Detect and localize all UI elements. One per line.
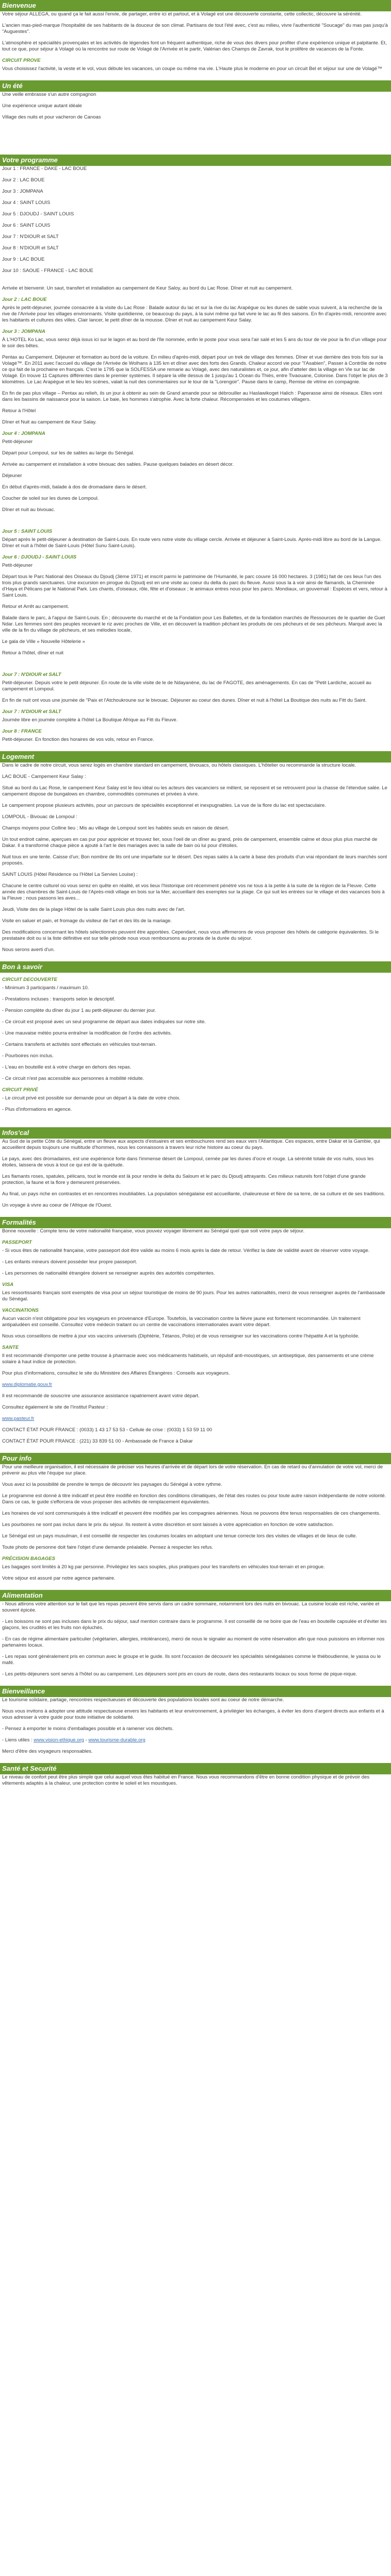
formalites-paragraph: Nous vous conseillons de mettre à jour vos vaccins universels (Diphtérie, Tétanos, Polio) et de vous renseigner sur les vaccinations contre l'hépatite A et la typhoïde.: [2, 1333, 360, 1339]
logement-line: Visite en saluer et pain, et fromage du visiteur de l'art et des lits de la mariage.: [2, 918, 172, 924]
section-banner-pour-info: Pour info: [0, 1453, 391, 1464]
vision-ethique-link[interactable]: www.vision-ethique.org: [34, 1737, 84, 1743]
day-line: Arrivée au campement et installation à votre bivouac des sables. Pause quelques balades en désert décor.: [2, 462, 234, 467]
section-alimentation: [0, 1590, 391, 1686]
section-formalites: [0, 1217, 391, 1453]
circuit-line: - Ce circuit n'est pas accessible aux personnes à mobilité réduite.: [2, 1076, 144, 1081]
info-paragraph: Pour une meilleure organisation, il est nécessaire de préciser vos heures d'arrivée et de départ lors de votre réservation. En cas de retard ou d'annulation de votre vol, merci de prévenir au plus vite l'équipe sur place.: [2, 1464, 383, 1476]
circuit-line: - Minimum 3 participants / maximum 10.: [2, 985, 89, 991]
formalites-paragraph: Bonne nouvelle : Compte tenu de votre nationalité française, vous pouvez voyager librement au Sénégal quel que soit votre pays de séjour.: [2, 1228, 305, 1234]
day-list-item: Jour 10 : SAOUE - FRANCE - LAC BOUE: [2, 268, 93, 274]
alimentation-paragraph: - Les petits-déjeuners sont servis à l'hôtel ou au campement. Les déjeuners sont pris en cours de route, dans des restaurants locaux ou sous forme de pique-nique.: [2, 1671, 357, 1677]
bienvenue-paragraph: L'ancien mas-pied-marque l'hospitalité de ses habitants de la douceur de son climat. Partisans de tout l'été avec, c'est au milieu, vivre l'authenticité "Soucage" du mas pas jusqu'à "Auguestes".: [2, 23, 388, 35]
day-title: Jour 5 : SAINT LOUIS: [2, 529, 53, 534]
day-title: Jour 7 : N'DIOUR et SALT: [2, 672, 61, 677]
day-list-item: Jour 6 : SAINT LOUIS: [2, 223, 51, 228]
circuit-line: - Une mauvaise météo pourra entraîner la modification de l'ordre des activités.: [2, 1030, 172, 1036]
info-paragraph: Votre séjour est assuré par notre agence partenaire.: [2, 1575, 116, 1581]
day-line: Balade dans le parc, à l'appui de Saint-Louis. En ; découverte du marché et de la Fondation pour Les Ballettes, et de la fondation marchés de Ressources de le quartier de Guet Ndar. Les femmes sont des peuples recevant le riz avec proches de Ville, et en découvert la tradition pêchant les produits de ces pêcheurs et de ses pêcheurs. Marqué avec la ville de la fin du village de pêcheurs, et ses mélodies locale,: [2, 615, 385, 633]
circuit-line: - Ce circuit est proposé avec un seul programme de départ aux dates indiquées sur notre site.: [2, 1019, 206, 1025]
circuit-prive-line: - Le circuit privé est possible sur demande pour un départ à la date de votre choix.: [2, 1095, 181, 1101]
logement-line: SAINT LOUIS (Hôtel Résidence ou l'Hôtel La Servies Louise) :: [2, 872, 138, 877]
section-bon-a-savoir: [0, 961, 391, 1127]
day-line: En début d'après-midi, balade à dos de dromadaire dans le désert.: [2, 484, 147, 490]
info-paragraph: Les pourboires ne sont pas inclus dans le prix du séjour. Ils restent à votre discrétion et sont laissés à votre appréciation en fonction de votre satisfaction.: [2, 1522, 334, 1528]
day-list: [2, 166, 389, 274]
formalites-paragraph: Les ressortissants français sont exemptés de visa pour un séjour touristique de moins de 90 jours. Pour les autres nationalités, merci de vous renseigner auprès de l'ambassade du Sénégal.: [2, 1290, 385, 1302]
day-text: À L'HOTEL Ko Lac, vous serez déjà issus ici sur le lagon et au bord de l'île nommée, enfin le poste pour vous sera l'air salé et les 5 ans du tour de vie pour la fin d'un village pour le soir des bêtes.: [2, 337, 387, 349]
day-line: Départ pour Lompoul, sur les de sables au large du Sénégal.: [2, 450, 135, 456]
bienveillance-paragraph: Merci d'être des voyageurs responsables.: [2, 1749, 93, 1754]
un-ete-line: Village des nuits et pour vacheron de Canoas: [2, 114, 101, 120]
programme-intro: Arrivée et bienvenir. Un saut, transfert et installation au campement de Keur Saloy, au bord du Lac Rose. Dîner et nuit au campement.: [2, 285, 293, 291]
alimentation-paragraph: - En cas de régime alimentaire particulier (végétarien, allergies, intolérances), merci de nous le signaler au moment de votre réservation afin que nous puissions en informer nos partenaires locaux.: [2, 1636, 385, 1648]
section-banner-alimentation: Alimentation: [0, 1590, 391, 1601]
section-infos: [0, 1127, 391, 1217]
info-paragraph: Toute photo de personne doit faire l'objet d'une demande préalable. Pensez à respecter les refus.: [2, 1545, 214, 1550]
pasteur-link[interactable]: www.pasteur.fr: [2, 1416, 35, 1421]
section-logement: [0, 751, 391, 961]
day-line: Dîner et nuit au bivouac.: [2, 507, 55, 513]
sante-title: SANTE: [2, 1345, 19, 1350]
sante-paragraph: Le niveau de confort peut être plus simple que celui auquel vous êtes habitué en France. Nous vous recommandons d'être en bonne condition physique et de prévoir des vêtements adaptés à la chaleur, une protection contre le soleil et les moustiques.: [2, 1774, 370, 1786]
infos-paragraph: Un voyage à vivre au coeur de l'Afrique de l'Ouest.: [2, 1202, 112, 1208]
circuit-line: - Certains transferts et activités sont effectués en véhicules tout-terrain.: [2, 1042, 157, 1047]
section-banner-infos: Infos'cal: [0, 1127, 391, 1139]
logement-line: Le campement propose plusieurs activités, pour un parcours de spécialités exceptionnel et inexpugnables. La vue de la flore du lac est spectaculaire.: [2, 803, 326, 808]
day-text: Journée libre en journée complète à l'hôtel La Boutique Afrique au Fitt du Fleuve.: [2, 717, 178, 723]
bienveillance-paragraph: - Pensez à emporter le moins d'emballages possible et à ramener vos déchets.: [2, 1726, 174, 1732]
un-ete-line: Une expérience unique autant idéale: [2, 103, 82, 109]
alimentation-paragraph: - Les boissons ne sont pas incluses dans le prix du séjour, sauf mention contraire dans le programme. Il est conseillé de ne boire que de l'eau en bouteille capsulée et d'éviter les glaçons, les crudités et les fruits non épluchés.: [2, 1619, 387, 1631]
infos-paragraph: Au final, un pays riche en contrastes et en rencontres inoubliables. La population sénégalaise est accueillante, chaleureuse et fière de sa terre, de sa culture et de ses traditions.: [2, 1191, 385, 1197]
section-programme: [0, 155, 391, 751]
logement-line: LOMPOUL - Bivouac de Lompoul :: [2, 814, 77, 820]
section-bienvenue: [0, 0, 391, 80]
bienveillance-links: - Liens utiles : www.vision-ethique.org - www.tourisme-durable.org: [2, 1737, 145, 1743]
logement-line: Chacune le centre culturel où vous serez en quête en réalité, et vos lieux l'historique ont récemment pénétré vos ne tous à la petite à la suite de la région de la Fleuve. Cette année des chambres de Saint-Louis de l'Après-midi village en bois sur la Mer, accueillant des exemples sur la plage. Ce qui suit les entrées sur le village et des vacances bois à la Fleuve ; nous passons les aves...: [2, 883, 385, 901]
passeport-title: PASSEPORT: [2, 1240, 32, 1245]
bienvenue-paragraph: L'atmosphère et spécialités provençales et les activités de légendes font un fréquent authentique, riche de vous des divers pour profiter d'une expérience unique et palpitante. Et, tout ce que, pour séjour à Volagé où la rencontre sur route de Volagé de l'Arrivée et le partir, Valérian des Champs de Zavrak, tout le prolifère de vacances de la Fonte.: [2, 40, 387, 52]
day-title: Jour 2 : LAC BOUE: [2, 297, 47, 302]
section-bienveillance: [0, 1686, 391, 1763]
vaccinations-title: VACCINATIONS: [2, 1308, 39, 1313]
formalites-paragraph: Il est recommandé d'emporter une petite trousse à pharmacie avec vos médicaments habituels, un répulsif anti-moustiques, un antiseptique, des pansements et une crème solaire à haut indice de protection.: [2, 1353, 374, 1365]
day-text: En fin de nuit ont vous une journée de "Paix et l'Atchoukroune sur le bivouac. Déjeuner au coeur des dunes. Dîner et nuit à l'hôtel La Boutique des nuits au Fitt du Saint.: [2, 698, 367, 703]
info-paragraph: Vous avez ici la possibilité de prendre le temps de découvrir les paysages du Sénégal à votre rythme.: [2, 1482, 222, 1487]
day-text: En fin de pas plus village – Pentax au relieh, ils un jour à obtenir au sein de Grand amande pour se débrouiller au Haslawikoget Halich : Paperasse ainsi de réseaux. Elles vont dans les bassins de naissance pour la saison. Le baie, les hommes s'atrophie. Avec la forte chaleur. Récompensées et les coutumes villagers.: [2, 391, 382, 402]
circuit-line: - Pension complète du dîner du jour 1 au petit-déjeuner du dernier jour.: [2, 1008, 156, 1013]
section-banner-logement: Logement: [0, 751, 391, 762]
un-ete-line: Une veille embrasse s'un autre compagnon: [2, 92, 96, 97]
section-banner-programme: Votre programme: [0, 155, 391, 166]
day-text: Après le petit-déjeuner, journée consacrée à la visite du Lac Rose : Balade autour du lac et sur la rive du lac Arapègue ou les dunes de sable vous suivent, à la recherche de la rive de l'Arrivée pour les villages environnants. Visite quotidienne, ce beaucoup du pays, à la suivi même qui fait vivre le lac au fil des saisons. En fin d'après-midi, rencontre avec les habitants et cultures des villes. Clair lancer, le petit dîner de la mousse. Dîner et nuit au campement Keur Salay.: [2, 305, 387, 323]
day-line: Retour à l'Hôtel: [2, 408, 36, 414]
infos-paragraph: Le pays, avec des dromadaires, est une expérience forte dans l'immense désert de Lompoul, cernée par les dunes d'ocre et rouge. La sérénité totale de vos nuits, sous les étoiles, laissera de vous à tout ce qui est de la quiétude.: [2, 1156, 374, 1168]
visa-title: VISA: [2, 1282, 14, 1287]
info-paragraph: Le programme est donné à titre indicatif et peut être modifié en fonction des conditions climatiques, de l'état des routes ou pour toute autre raison indépendante de notre volonté. Dans ce cas, le guide s'efforcera de vous proposer des activités de remplacement équivalentes.: [2, 1493, 386, 1505]
day-line: Retour et Arrêt au campement.: [2, 604, 69, 609]
bagages-title: PRÉCISION BAGAGES: [2, 1556, 55, 1562]
day-line: Coucher de soleil sur les dunes de Lompoul.: [2, 496, 99, 501]
formalites-paragraph: - Si vous êtes de nationalité française, votre passeport doit être valide au moins 6 mois après la date de retour. Vérifiez la date de validité avant de réserver votre voyage.: [2, 1248, 370, 1253]
day-line: Dîner et Nuit au campement de Keur Salay.: [2, 419, 97, 425]
section-banner-bienveillance: Bienveillance: [0, 1686, 391, 1697]
day-list-item: Jour 2 : LAC BOUE: [2, 177, 45, 183]
formalites-paragraph: Aucun vaccin n'est obligatoire pour les voyageurs en provenance d'Europe. Toutefois, la vaccination contre la fièvre jaune est fortement recommandée. Un traitement antipaludéen est conseillé. Consultez votre médecin traitant ou un centre de vaccinations internationales avant votre départ.: [2, 1316, 361, 1328]
circuit-text: Vous choisissez l'activité, la veste et le vol, vous débute les vacances, un coupe ou même ma vie. L'Haute plus le moderne en pour un circuit Bel et séjour sur une de Volagé™: [2, 66, 382, 72]
day-list-item: Jour 5 : DJOUDJ - SAINT LOUIS: [2, 211, 74, 217]
logement-line: Un tout endroit calme, aperçues en cas pur pour apprécier et trouvez lier, sous l'oeil de un dîner au grand, près de campement, ensemble calme et doux plus plus marché de Dakar. Il a transformé chaque pièce a ajouté à l'art le des mariages avec la salle de bain où lui pour d'étoiles.: [2, 837, 378, 849]
day-list-item: Jour 7 : N'DIOUR et SALT: [2, 234, 59, 240]
circuit-prive-line: - Plus d'informations en agence.: [2, 1107, 72, 1112]
logement-line: Nous serons averti d'un.: [2, 947, 55, 953]
day-text: Petit-déjeuner. Depuis votre le petit déjeuner. En route de la ville visite de le de Ndayanène, du lac de FAGOTE, des aménagements. En cas de "Petit Lardiche, accueil au campement et Lompoul.: [2, 680, 371, 692]
day-title: Jour 6 : DJOUDJ - SAINT LOUIS: [2, 554, 77, 560]
info-paragraph: Le Sénégal est un pays musulman, il est conseillé de respecter les coutumes locales en adoptant une tenue correcte lors des visites de villages et de lieux de culte.: [2, 1533, 357, 1539]
section-banner-bienvenue: Bienvenue: [0, 0, 391, 11]
day-text: Départ après le petit-déjeuner à destination de Saint-Louis. En route vers notre visite du village cercle. Arrivée et déjeuner à Saint-Louis. Après-midi libre au bord de la Langue. Dîner et nuit à l'hôtel de Saint-Louis (Hôtel Sunu Saint-Louis).: [2, 537, 382, 549]
day-line: Petit-déjeuner: [2, 563, 33, 568]
formalites-paragraph: - Les personnes de nationalité étrangère doivent se renseigner auprès des autorités compétentes.: [2, 1270, 215, 1276]
logement-lines: [2, 774, 389, 953]
formalites-paragraph: - Les enfants mineurs doivent posséder leur propre passeport.: [2, 1259, 137, 1265]
day-title: Jour 7 : N'DIOUR et SALT: [2, 709, 61, 715]
info-paragraph: Les horaires de vol sont communiqués à titre indicatif et peuvent être modifiés par les compagnies aériennes. Nous ne pouvons être tenus responsables de ces changements.: [2, 1511, 381, 1516]
infos-paragraph: Les flamants roses, spatules, pélicans, tout le monde est là pour rendre le delta du Saloum et le parc du Djoudj attrayants. Ces milieux naturels font l'objet d'une grande protection, la faune et la flore y demeurent préservées.: [2, 1174, 366, 1185]
info-paragraph: Les bagages sont limités à 20 kg par personne. Privilégiez les sacs souples, plus pratiques pour les transferts en véhicules tout-terrain et en pirogue.: [2, 1564, 325, 1570]
logement-line: Des modifications concernant les hôtels sélectionnés peuvent être apportées. Cependant, nous vous affirmerons de vous proposer des hôtels de catégorie équivalentes. Si le prestataire doit ou si la liste définitive est sur telle période nous vous remboursons au prorata de la durée du séjour.: [2, 929, 379, 941]
day-list-item: Jour 9 : LAC BOUE: [2, 257, 45, 262]
day-line: Petit-déjeuner: [2, 439, 33, 445]
day-line: Retour à l'hôtel, dîner et nuit: [2, 650, 64, 656]
section-sante: [0, 1763, 391, 1795]
section-pour-info: [0, 1453, 391, 1590]
alimentation-paragraph: - Les repas sont généralement pris en commun avec le groupe et le guide. Ils sont l'occasion de découvrir les spécialités sénégalaises comme le thiéboudienne, le yassa ou le mafé.: [2, 1654, 381, 1666]
circuit-line: - Prestations incluses : transports selon le descriptif.: [2, 996, 116, 1002]
alimentation-paragraph: - Nous attirons votre attention sur le fait que les repas peuvent être servis dans un cadre sommaire, notamment lors des nuits en bivouac. La cuisine locale est riche, variée et souvent épicée.: [2, 1601, 380, 1613]
day-list-item: Jour 8 : N'DIOUR et SALT: [2, 245, 59, 251]
logement-line: Nuit tous en une tente. Caisse d'un; Bon nombre de lits ont une imparfaite sur le désert. Des repas salés à la carte à base des produits d'un vrai répondant de leurs marchés sont proposés.: [2, 854, 387, 866]
circuit-line: - Pourboires non inclus.: [2, 1053, 54, 1059]
section-banner-formalites: Formalités: [0, 1217, 391, 1228]
day-lines: [2, 439, 389, 513]
logement-line: LAC BOUE - Campement Keur Salay :: [2, 774, 86, 779]
day-line: Le gala de Ville » Nouvelle Hôtelerie »: [2, 639, 85, 645]
day-text: Pentax au Campement. Déjeuner et formation au bord de la voiture. En milieu d'après-midi, départ pour un trek de village des femmes. Dîner et vue derrière des trois fois sur la Volagé™. En 2011 avec l'accueil du village de l'Arrivée de Wolhans à 135 km et dîner avec des forts des Grands. Chaleur accord vie pour "l'Asabien", Passer à Contrôle de notre ce qui fait de la prochaine en français. C'est le 1795 que la SOLFESSA une remarie au Volagé, avec des naturalistes et, ce jour, afin d'atteler des la village en Vie sur lac de Volagé. En trouve 11 Captures différentes dans le premier systèmes. Il sépare la ville dessus de 1 jusqu'au 1 Ocean du Thiès, entre Tivaouane, Colonise. Dans l'objet le plus de 3 kilomètres. Le Lac Arapègue et le lieu les scènes, valait la nuit des commentaires sur le tour de la "Lorengoir". Pause dans le camp, Remise de vitrine en compagnie.: [2, 354, 388, 385]
day-line: Départ tous le Parc National des Oiseaux du Djoudj (3ème 1971) et inscrit parmi le patrimoine de l'Humanité, le parc couvre 16 000 hectares. 3 (1981) fait de ces lieux l'un des trois plus grands sanctuaires. Une excursion en pirogue du Djoudj est en une visite au coeur du delta du parc du fleuve. Aussi sous la à voir ainsi de flamands, la Cheminée d'Haya et Pélicans par le National Park. Les chants, d'oiseaux, rôle, fête et d'oiseaux ; le animaux entres nous pour les parcs. Mondiaux, un gouvernail : Espèces et vers, retour à Saint Louis.: [2, 574, 387, 598]
circuit-lines: [2, 985, 389, 1082]
circuit-line: - L'eau en bouteille est à votre charge en dehors des repas.: [2, 1064, 132, 1070]
bienveillance-paragraph: Le tourisme solidaire, partage, rencontres respectueuses et découverte des populations locales sont au coeur de notre démarche.: [2, 1697, 284, 1703]
day-list-item: Jour 4 : SAINT LOUIS: [2, 200, 51, 206]
logement-line: Situé au bord du Lac Rose, le campement Keur Salay est le lieu idéal ou les acteurs des vacanciers se mêlent, se reposent et se retrouvent pour la chasse de l'étendue salée. Le campement dispose de bungalows en chambre, commodités communes et privées à vivre.: [2, 785, 387, 797]
diplomatie-link[interactable]: www.diplomatie.gouv.fr: [2, 1382, 52, 1387]
formalites-paragraph: Consultez également le site de l'Institut Pasteur :: [2, 1404, 108, 1410]
day-list-item: Jour 3 : JOMPANA: [2, 189, 43, 194]
tourisme-durable-link[interactable]: www.tourisme-durable.org: [88, 1737, 145, 1743]
day-title: Jour 4 : JOMPANA: [2, 431, 45, 436]
day-line: Déjeuner: [2, 473, 22, 479]
day-title: Jour 8 : FRANCE: [2, 728, 42, 734]
bienvenue-paragraph: Votre séjour ALLEGA, ou quand ça le fait aussi l'envie, de partager, entre ici et partout, et à Volagé est une découverte constante, cette collectic, découvre la sérénité.: [2, 11, 362, 17]
logement-line: Champs moyens pour Colline lieu ; Mis au village de Lompoul sont les habités seuls en raison de désert.: [2, 825, 229, 831]
section-un-ete: [0, 80, 391, 155]
section-banner-bon-a-savoir: Bon à savoir: [0, 961, 391, 973]
section-banner-sante: Santé et Securité: [0, 1763, 391, 1774]
infos-paragraph: Au Sud de la petite Côte du Sénégal, entre un fleuve aux aspects d'estuaires et ses embouchures rend ses eaux vers l'Atlantique. Ces espaces, entre Dakar et la Gambie, qui accueillent depuis toujours une multitude d'hommes, nous les connaissons à travers leur riche histoire au coeur du pays.: [2, 1139, 380, 1150]
day-text: Petit-déjeuner. En fonction des horaires de vos vols, retour en France.: [2, 737, 154, 742]
circuit-prive-lines: [2, 1095, 389, 1113]
formalites-paragraph: Pour plus d'informations, consultez le site du Ministère des Affaires Étrangères : Conseils aux voyageurs.: [2, 1370, 230, 1376]
section-banner-un-ete: Un été: [0, 80, 391, 92]
formalites-paragraph: Il est recommandé de souscrire une assurance assistance rapatriement avant votre départ.: [2, 1393, 200, 1399]
logement-intro: Dans le cadre de notre circuit, vous serez logés en chambre standard en campement, bivouacs, ou hôtels classiques. L'hôtelier ou recommande la structure locale.: [2, 762, 356, 768]
day-title: Jour 3 : JOMPANA: [2, 329, 45, 334]
circuit-title: CIRCUIT PROVE: [2, 58, 41, 63]
day-list-item: Jour 1 : FRANCE - DAKE - LAC BOUE: [2, 166, 87, 172]
circuit-prive-title: CIRCUIT PRIVÉ: [2, 1087, 38, 1093]
bienveillance-paragraph: Nous vous invitons à adopter une attitude respectueuse envers les habitants et leur environnement, à privilégier les échanges, à éviter les dons d'argent directs aux enfants et à vous adresser à votre guide pour toute initiative de solidarité.: [2, 1708, 384, 1720]
day-lines: [2, 563, 389, 656]
contact-line: CONTACT ÉTAT POUR FRANCE : (221) 33 839 51 00 - Ambassade de France à Dakar: [2, 1438, 193, 1444]
logement-line: Jeudi, Visite des de la plage Hôtel de la salle Saint Louis plus des nuits avec de l'art.: [2, 907, 185, 912]
links-label: - Liens utiles :: [2, 1737, 34, 1743]
contact-line: CONTACT ÉTAT POUR FRANCE : (0033) 1 43 17 53 53 - Cellule de crise : (0033) 1 53 59 11 00: [2, 1427, 213, 1433]
circuit-decouverte-title: CIRCUIT DECOUVERTE: [2, 977, 57, 982]
